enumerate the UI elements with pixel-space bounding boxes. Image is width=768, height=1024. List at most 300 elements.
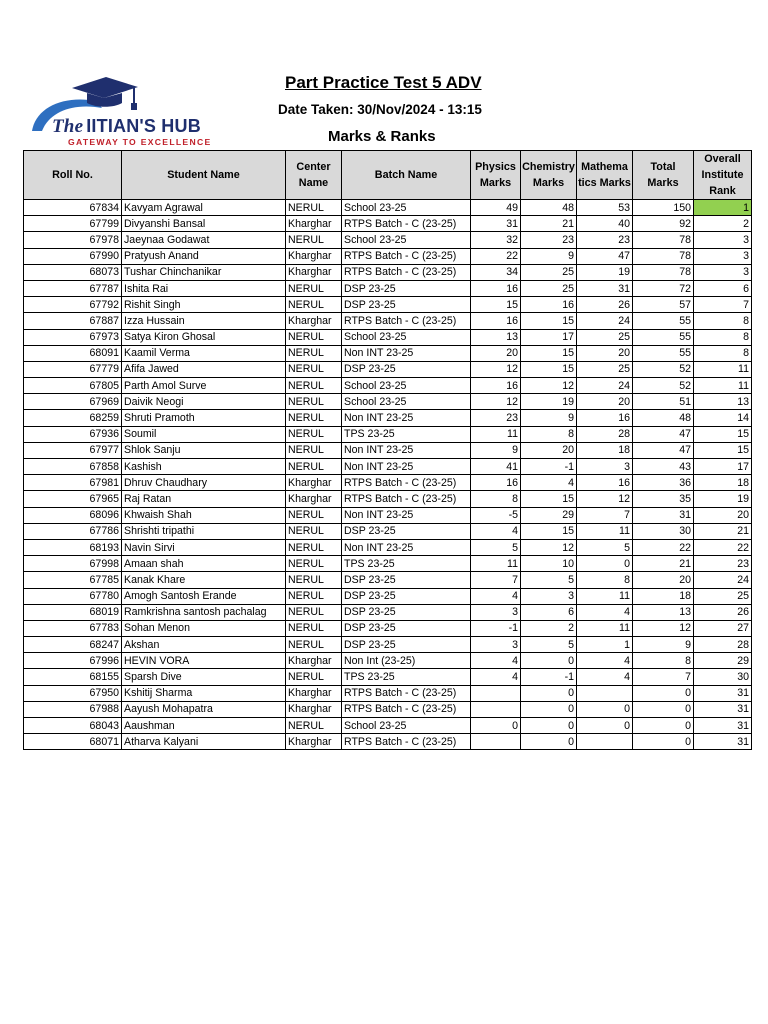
cell-total-marks: 30 [633,523,694,539]
cell-student-name: Daivik Neogi [122,394,286,410]
cell-center-name: NERUL [286,297,342,313]
cell-batch-name: DSP 23-25 [342,523,471,539]
cell-student-name: Afifa Jawed [122,361,286,377]
cell-mathematics-marks: 53 [577,200,633,216]
cell-mathematics-marks: 11 [577,588,633,604]
cell-roll-no: 67990 [24,248,122,264]
cell-roll-no: 68071 [24,734,122,750]
table-row [24,491,752,507]
cell-batch-name: School 23-25 [342,232,471,248]
cell-total-marks: 0 [633,685,694,701]
cell-mathematics-marks: 7 [577,507,633,523]
table-row [24,523,752,539]
cell-physics-marks: 9 [471,442,521,458]
cell-mathematics-marks: 12 [577,491,633,507]
cell-roll-no: 67783 [24,620,122,636]
cell-physics-marks: 15 [471,297,521,313]
cell-batch-name: Non INT 23-25 [342,459,471,475]
cell-total-marks: 31 [633,507,694,523]
cell-total-marks: 0 [633,734,694,750]
cell-total-marks: 8 [633,653,694,669]
cell-batch-name: DSP 23-25 [342,620,471,636]
cell-roll-no: 67998 [24,556,122,572]
cell-physics-marks: 20 [471,345,521,361]
cell-total-marks: 92 [633,216,694,232]
cell-batch-name: Non INT 23-25 [342,507,471,523]
cell-student-name: Jaeynaa Godawat [122,232,286,248]
table-row [24,394,752,410]
cell-center-name: Kharghar [286,475,342,491]
cell-student-name: Sparsh Dive [122,669,286,685]
cell-physics-marks: 4 [471,588,521,604]
cell-roll-no: 67978 [24,232,122,248]
cell-total-marks: 20 [633,572,694,588]
cell-overall-rank: 31 [694,701,752,717]
cell-total-marks: 52 [633,361,694,377]
cell-batch-name: RTPS Batch - C (23-25) [342,264,471,280]
cell-overall-rank: 20 [694,507,752,523]
cell-student-name: Rishit Singh [122,297,286,313]
cell-total-marks: 12 [633,620,694,636]
cell-mathematics-marks: 47 [577,248,633,264]
cell-roll-no: 68247 [24,637,122,653]
cell-center-name: NERUL [286,588,342,604]
cell-physics-marks: 5 [471,539,521,555]
cell-chemistry-marks: 12 [521,378,577,394]
cell-chemistry-marks: 5 [521,637,577,653]
cell-roll-no: 67996 [24,653,122,669]
cell-chemistry-marks: 2 [521,620,577,636]
cell-total-marks: 35 [633,491,694,507]
cell-roll-no: 68155 [24,669,122,685]
cell-total-marks: 47 [633,426,694,442]
cell-overall-rank: 13 [694,394,752,410]
cell-center-name: NERUL [286,523,342,539]
cell-physics-marks [471,685,521,701]
cell-total-marks: 72 [633,280,694,296]
cell-roll-no: 67887 [24,313,122,329]
cell-center-name: NERUL [286,345,342,361]
cell-overall-rank: 26 [694,604,752,620]
cell-roll-no: 67973 [24,329,122,345]
cell-physics-marks: 16 [471,475,521,491]
cell-chemistry-marks: 15 [521,361,577,377]
cell-roll-no: 68073 [24,264,122,280]
table-row [24,653,752,669]
cell-chemistry-marks: 9 [521,410,577,426]
brand-name: The IITIAN'S HUB [52,116,201,137]
cell-center-name: Kharghar [286,491,342,507]
col-mathematics-marks: Mathema tics Marks [577,151,633,200]
cell-mathematics-marks: 25 [577,329,633,345]
cell-overall-rank: 31 [694,734,752,750]
cell-student-name: Pratyush Anand [122,248,286,264]
cell-student-name: Divyanshi Bansal [122,216,286,232]
table-row [24,620,752,636]
cell-total-marks: 21 [633,556,694,572]
cell-student-name: Sohan Menon [122,620,286,636]
cell-student-name: Akshan [122,637,286,653]
cell-batch-name: RTPS Batch - C (23-25) [342,216,471,232]
cell-total-marks: 22 [633,539,694,555]
cell-mathematics-marks: 16 [577,410,633,426]
col-physics-marks: Physics Marks [471,151,521,200]
cell-mathematics-marks: 26 [577,297,633,313]
table-row [24,604,752,620]
cell-chemistry-marks: 17 [521,329,577,345]
cell-batch-name: DSP 23-25 [342,637,471,653]
test-date: Date Taken: 30/Nov/2024 - 13:15 [278,102,482,117]
cell-student-name: Ramkrishna santosh pachalag [122,604,286,620]
cell-total-marks: 0 [633,701,694,717]
table-header-row [24,151,752,200]
cell-chemistry-marks: 48 [521,200,577,216]
cell-mathematics-marks: 5 [577,539,633,555]
cell-batch-name: School 23-25 [342,378,471,394]
cell-student-name: Amogh Santosh Erande [122,588,286,604]
cell-chemistry-marks: 15 [521,491,577,507]
cell-student-name: Ishita Rai [122,280,286,296]
cell-roll-no: 67977 [24,442,122,458]
cell-chemistry-marks: 10 [521,556,577,572]
cell-student-name: Kshitij Sharma [122,685,286,701]
cell-mathematics-marks: 3 [577,459,633,475]
cell-overall-rank: 1 [694,200,752,216]
cell-batch-name: TPS 23-25 [342,669,471,685]
cell-chemistry-marks: -1 [521,459,577,475]
cell-roll-no: 67780 [24,588,122,604]
cell-batch-name: DSP 23-25 [342,361,471,377]
cell-batch-name: Non Int (23-25) [342,653,471,669]
table-row [24,345,752,361]
cell-roll-no: 67969 [24,394,122,410]
cell-student-name: Navin Sirvi [122,539,286,555]
cell-roll-no: 67786 [24,523,122,539]
brand-logo [30,74,215,150]
cell-center-name: Kharghar [286,685,342,701]
cell-overall-rank: 28 [694,637,752,653]
cell-total-marks: 43 [633,459,694,475]
cell-chemistry-marks: 0 [521,701,577,717]
cell-overall-rank: 8 [694,345,752,361]
cell-physics-marks: 13 [471,329,521,345]
cell-student-name: Khwaish Shah [122,507,286,523]
cell-center-name: NERUL [286,329,342,345]
cell-mathematics-marks: 8 [577,572,633,588]
cell-physics-marks [471,734,521,750]
cell-overall-rank: 27 [694,620,752,636]
table-row [24,232,752,248]
cell-center-name: NERUL [286,620,342,636]
cell-overall-rank: 6 [694,280,752,296]
cell-center-name: Kharghar [286,216,342,232]
cell-roll-no: 67988 [24,701,122,717]
cell-center-name: NERUL [286,361,342,377]
cell-roll-no: 67858 [24,459,122,475]
cell-batch-name: TPS 23-25 [342,426,471,442]
cell-total-marks: 78 [633,248,694,264]
cell-overall-rank: 29 [694,653,752,669]
cell-total-marks: 48 [633,410,694,426]
cell-chemistry-marks: 0 [521,685,577,701]
cell-mathematics-marks: 19 [577,264,633,280]
cell-roll-no: 68259 [24,410,122,426]
table-row [24,297,752,313]
cell-student-name: Kanak Khare [122,572,286,588]
table-row [24,378,752,394]
cell-center-name: Kharghar [286,248,342,264]
cell-overall-rank: 8 [694,313,752,329]
table-row [24,507,752,523]
table-row [24,539,752,555]
cell-physics-marks: 49 [471,200,521,216]
cell-physics-marks: 32 [471,232,521,248]
cell-center-name: Kharghar [286,313,342,329]
cell-physics-marks: 23 [471,410,521,426]
brand-tagline: GATEWAY TO EXCELLENCE [68,137,212,147]
cell-center-name: NERUL [286,507,342,523]
cell-mathematics-marks: 20 [577,394,633,410]
cell-center-name: Kharghar [286,264,342,280]
cell-mathematics-marks: 0 [577,556,633,572]
cell-batch-name: School 23-25 [342,394,471,410]
cell-overall-rank: 15 [694,426,752,442]
cell-physics-marks: 8 [471,491,521,507]
cell-center-name: Kharghar [286,701,342,717]
cell-mathematics-marks: 16 [577,475,633,491]
cell-overall-rank: 14 [694,410,752,426]
cell-roll-no: 67936 [24,426,122,442]
cell-physics-marks: -5 [471,507,521,523]
cell-batch-name: RTPS Batch - C (23-25) [342,701,471,717]
table-row [24,718,752,734]
cell-physics-marks: 12 [471,394,521,410]
cell-batch-name: Non INT 23-25 [342,442,471,458]
cell-overall-rank: 7 [694,297,752,313]
cell-total-marks: 55 [633,329,694,345]
cell-physics-marks: 41 [471,459,521,475]
cell-overall-rank: 24 [694,572,752,588]
cell-student-name: Dhruv Chaudhary [122,475,286,491]
cell-center-name: Kharghar [286,653,342,669]
cell-roll-no: 67965 [24,491,122,507]
table-row [24,313,752,329]
cell-chemistry-marks: 23 [521,232,577,248]
cell-physics-marks: 11 [471,556,521,572]
cell-batch-name: School 23-25 [342,200,471,216]
col-student-name: Student Name [122,151,286,200]
cell-total-marks: 55 [633,345,694,361]
cell-student-name: Soumil [122,426,286,442]
cell-mathematics-marks [577,734,633,750]
table-row [24,216,752,232]
table-row [24,361,752,377]
cell-student-name: Atharva Kalyani [122,734,286,750]
cell-roll-no: 67834 [24,200,122,216]
page-title: Part Practice Test 5 ADV [285,73,482,92]
cell-chemistry-marks: 15 [521,523,577,539]
cell-center-name: NERUL [286,410,342,426]
cell-mathematics-marks: 4 [577,604,633,620]
cell-center-name: NERUL [286,556,342,572]
table-body [24,200,752,750]
cell-total-marks: 47 [633,442,694,458]
cell-overall-rank: 3 [694,248,752,264]
cell-chemistry-marks: 15 [521,345,577,361]
cell-mathematics-marks: 20 [577,345,633,361]
cell-overall-rank: 22 [694,539,752,555]
cell-center-name: NERUL [286,459,342,475]
cell-physics-marks: 16 [471,280,521,296]
page-subtitle: Marks & Ranks [328,128,436,145]
cell-chemistry-marks: 25 [521,280,577,296]
table-row [24,410,752,426]
cell-mathematics-marks: 11 [577,620,633,636]
cell-batch-name: RTPS Batch - C (23-25) [342,248,471,264]
cell-mathematics-marks: 4 [577,669,633,685]
cell-overall-rank: 18 [694,475,752,491]
cell-student-name: Shlok Sanju [122,442,286,458]
cell-total-marks: 52 [633,378,694,394]
cell-roll-no: 67779 [24,361,122,377]
cell-mathematics-marks: 25 [577,361,633,377]
cell-chemistry-marks: -1 [521,669,577,685]
cell-chemistry-marks: 15 [521,313,577,329]
cell-total-marks: 36 [633,475,694,491]
table-row [24,588,752,604]
cell-physics-marks [471,701,521,717]
cell-physics-marks: 3 [471,604,521,620]
cell-physics-marks: 3 [471,637,521,653]
table-row [24,556,752,572]
table-row [24,426,752,442]
table-row [24,329,752,345]
cell-mathematics-marks: 28 [577,426,633,442]
cell-mathematics-marks: 31 [577,280,633,296]
table-row [24,637,752,653]
table-row [24,572,752,588]
cell-roll-no: 67787 [24,280,122,296]
cell-chemistry-marks: 0 [521,718,577,734]
cell-mathematics-marks: 1 [577,637,633,653]
cell-batch-name: RTPS Batch - C (23-25) [342,475,471,491]
cell-chemistry-marks: 9 [521,248,577,264]
col-total-marks: Total Marks [633,151,694,200]
cell-mathematics-marks: 23 [577,232,633,248]
col-overall-rank: Overall Institute Rank [694,151,752,200]
cell-physics-marks: 34 [471,264,521,280]
cell-total-marks: 55 [633,313,694,329]
cell-roll-no: 67799 [24,216,122,232]
cell-chemistry-marks: 21 [521,216,577,232]
table-row [24,701,752,717]
cell-student-name: Satya Kiron Ghosal [122,329,286,345]
cell-center-name: NERUL [286,378,342,394]
cell-roll-no: 67981 [24,475,122,491]
cell-total-marks: 57 [633,297,694,313]
cell-center-name: NERUL [286,200,342,216]
cell-batch-name: RTPS Batch - C (23-25) [342,685,471,701]
cell-chemistry-marks: 29 [521,507,577,523]
cell-mathematics-marks [577,685,633,701]
cell-roll-no: 68091 [24,345,122,361]
cell-overall-rank: 2 [694,216,752,232]
cell-overall-rank: 23 [694,556,752,572]
cell-total-marks: 9 [633,637,694,653]
cell-student-name: Tushar Chinchanikar [122,264,286,280]
cell-batch-name: DSP 23-25 [342,588,471,604]
table-row [24,459,752,475]
cell-center-name: Kharghar [286,734,342,750]
cell-mathematics-marks: 0 [577,701,633,717]
cell-physics-marks: 16 [471,378,521,394]
cell-overall-rank: 3 [694,264,752,280]
cell-physics-marks: 4 [471,523,521,539]
cell-student-name: Shrishti tripathi [122,523,286,539]
cell-mathematics-marks: 24 [577,313,633,329]
cell-total-marks: 18 [633,588,694,604]
cell-total-marks: 150 [633,200,694,216]
cell-overall-rank: 21 [694,523,752,539]
cell-mathematics-marks: 4 [577,653,633,669]
cell-overall-rank: 17 [694,459,752,475]
cell-chemistry-marks: 5 [521,572,577,588]
cell-chemistry-marks: 20 [521,442,577,458]
cell-chemistry-marks: 4 [521,475,577,491]
cell-chemistry-marks: 25 [521,264,577,280]
cell-physics-marks: 4 [471,653,521,669]
cell-center-name: NERUL [286,539,342,555]
table-row [24,669,752,685]
cell-batch-name: Non INT 23-25 [342,345,471,361]
cell-chemistry-marks: 19 [521,394,577,410]
cell-batch-name: School 23-25 [342,718,471,734]
cell-chemistry-marks: 6 [521,604,577,620]
cell-roll-no: 68043 [24,718,122,734]
cell-roll-no: 67805 [24,378,122,394]
cell-physics-marks: 0 [471,718,521,734]
cell-chemistry-marks: 12 [521,539,577,555]
cell-center-name: NERUL [286,669,342,685]
table-row [24,248,752,264]
col-batch-name: Batch Name [342,151,471,200]
cell-chemistry-marks: 3 [521,588,577,604]
cell-physics-marks: 31 [471,216,521,232]
results-table [23,150,752,750]
cell-batch-name: TPS 23-25 [342,556,471,572]
table-row [24,280,752,296]
cell-center-name: NERUL [286,280,342,296]
cell-batch-name: Non INT 23-25 [342,410,471,426]
cell-center-name: NERUL [286,394,342,410]
cell-physics-marks: 16 [471,313,521,329]
cell-chemistry-marks: 0 [521,734,577,750]
cell-physics-marks: 22 [471,248,521,264]
cell-physics-marks: 11 [471,426,521,442]
cell-batch-name: RTPS Batch - C (23-25) [342,313,471,329]
cell-student-name: Kashish [122,459,286,475]
cell-overall-rank: 15 [694,442,752,458]
cell-batch-name: DSP 23-25 [342,572,471,588]
cell-total-marks: 7 [633,669,694,685]
cell-mathematics-marks: 18 [577,442,633,458]
col-chemistry-marks: Chemistry Marks [521,151,577,200]
cell-mathematics-marks: 11 [577,523,633,539]
cell-overall-rank: 3 [694,232,752,248]
cell-total-marks: 78 [633,232,694,248]
cell-roll-no: 67785 [24,572,122,588]
table-row [24,264,752,280]
